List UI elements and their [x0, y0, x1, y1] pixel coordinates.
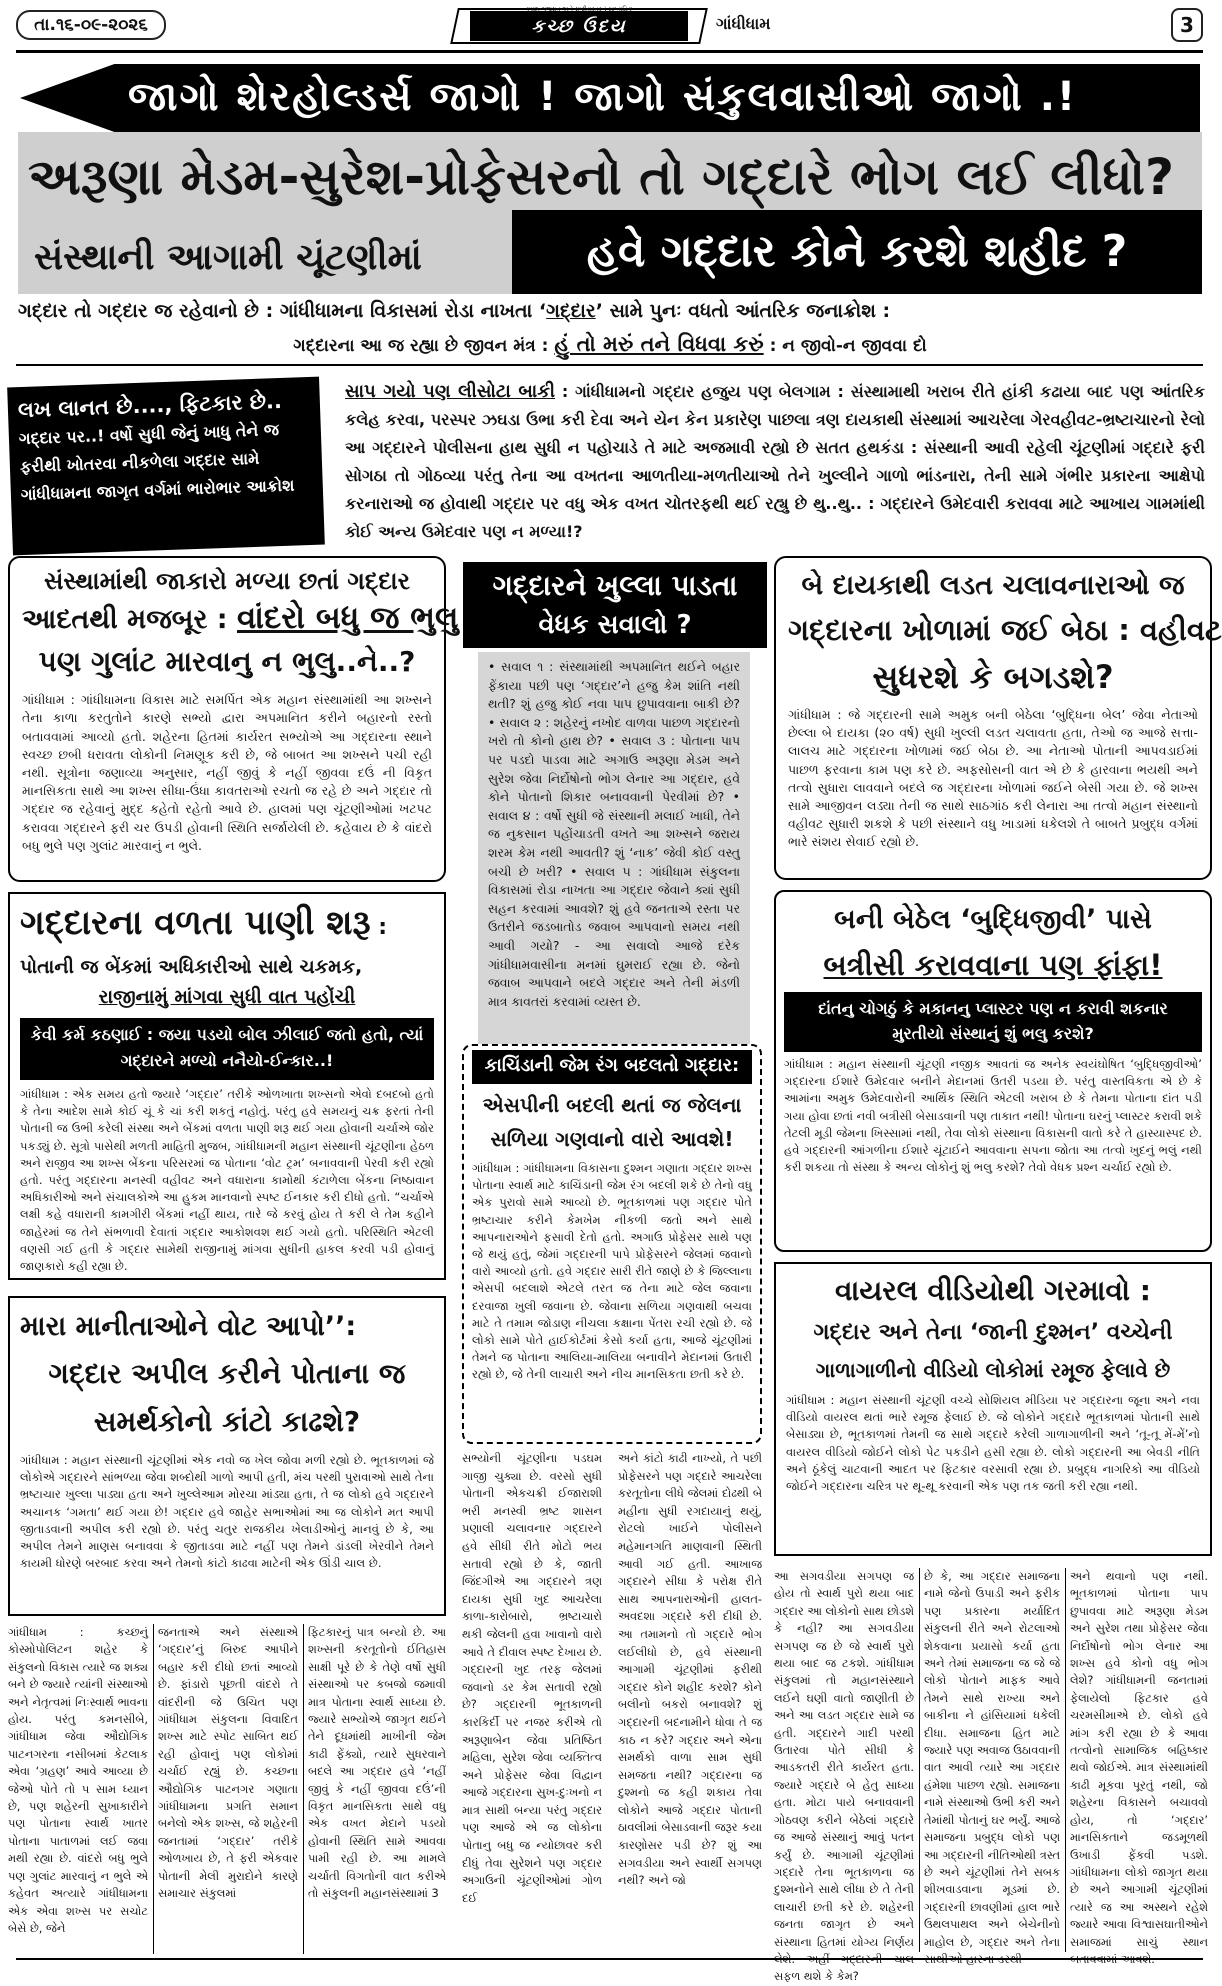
story-chameleon-title-c: સળિયા ગણવાનો વારો આવશે! [490, 1127, 734, 1151]
story-bank-title-c: રાજીનામું માંગવા સુધી વાત પહોંચી [98, 986, 356, 1008]
story-vote-title-c: સમર્થકોનો કાંટો કાઢશે? [93, 1405, 361, 1438]
column-divider [919, 1568, 920, 1952]
story-decades-body: ગાંધીધામ : જે ગદ્દારની સામે અમુક બની બેઠેલા ‘બુદ્ધિના બેલ’ જેવા નેતાઓ છેલ્લા બે દાયકા (૨૦ વર્ષ) સુધી ખુલ્લી લડત ચલાવતા હતા, તેઓ જ આજે સત્તા-લાલચ માટે ગદ્દારના ખોળામાં જઈ બેઠા છે. આ નેતાઓ પોતાની આપવડાઈમાં પાછળ ફરવાના કામ પણ કરે છે. અફસોસની વાત એ છે કે હારવાના ભયથી અને તત્વો સુધારા લાવવાને બદલે જ ગદ્દારના ખોળામાં જઈને બેસી ગયા છે. જે શખ્સ સામે આજીવન લડ્યા તેની જ સાથે સાઠગાંઠ કરી લેનારા આ તત્વો મહાન સંસ્થાનો વહીવટ સુધારી શકશે કે પછી સંસ્થાને વધુ ખાડામાં ધકેલશે તે બાબતે પ્રબુદ્ધ વર્ગમાં ભારે સંશય સેવાઈ રહ્યો છે. [788, 707, 1198, 850]
story-intellectual-body: ગાંધીધામ : મહાન સંસ્થાની ચૂંટણી નજીક આવતાં જ અનેક સ્વયંઘોષિત ‘બુદ્ધિજીવીઓ’ ગદ્દારના ઈશારે ઉમેદવાર બનીને મેદાનમાં ઉતરી પડયા છે. પરંતુ વાસ્તવિકતા એ છે કે આમાંના અમુક ઉમેદવારોની આર્થિક સ્થિતિ એટલી ખરાબ છે કે તેમના પોતાના દાંત પડી ગયા હોવા છતાં નવી બત્રીસી બેસાડવાની પણ તાકાત નથી! પોતાના ઘરનું પ્લાસ્ટર કરાવી શકે તેટલી મૂડી જેમના ખિસ્સામાં નથી, તેવા લોકો સંસ્થાના વિકાસની વાતો કરે તે હાસ્યાસ્પદ છે. હવે ગદ્દારની આંગળીના ઈશારે ચૂંટાઈને આવવાના સપના જોતા આ તત્વો ખુદનું ભલું નથી કરી શકયા તો સંસ્થા કે અન્ય લોકોનું શું ભલુ કરશે? તેવો વેધક પ્રશ્ન ચર્ચાઈ રહ્યો છે. [784, 1057, 1202, 1175]
story-bank-title-a: ગદ્દારના વળતા પાણી શરૂ [20, 903, 371, 943]
questions-box [478, 652, 750, 1070]
column-8: અને થવાનો પણ નથી. ભૂતકાળમાં પોતાના પાપ છુપાવવા માટે અરૂણા મેડમ અને સુરેશ તથા પ્રોફેસર જેવા નિર્દોષોનો ભોગ લેનાર આ શખ્સ હવે કોનો વધુ ભોગ લેશે? ગાંધીધામની જનતામાં ફેલાયેલો ફિટકાર હવે ચરમસીમાએ છે. લોકો હવે માંગ કરી રહ્યા છે કે આવા તત્વોનો સામાજિક બહિષ્કાર થવો જોઈએ. માત્ર સંસ્થામાંથી કાઢી મૂકવા પૂરતું નથી, જો શહેરના વિકાસને બચાવવો હોય, તો ‘ગદ્દાર’ માનસિકતાને જડમૂળથી ઉખાડી ફેંકવી પડશે. ગાંધીધામના લોકો જાગૃત થયા છે અને આગામી ચૂંટણીમાં ત્યારે જ આ અસ્થને રહેશે જ્યારે આવા વિશ્વાસઘાતીઓને સમાજમાં સાચું સ્થાન [1070, 1569, 1208, 1949]
footer-rule [16, 1958, 1203, 1960]
issue-date: તા.૧૬-૦૯-૨૦૨૬ [16, 10, 166, 40]
story-intellectual [774, 890, 1212, 1252]
lead-kicker: સાપ ગયો પણ લીસોટા બાકી [345, 381, 556, 402]
story-decades-title-b: ગદ્દારના ખોળામાં જઈ બેઠા : વહીવટ [788, 613, 1222, 647]
story-monkey-title-c: વાંદરો બધુ જ ભુલુ [237, 600, 459, 637]
story-bank [8, 892, 446, 1280]
story-video-title-b: ગદ્દાર અને તેના ‘જાની દુશ્મન’ વચ્ચેની [813, 1320, 1173, 1345]
deck2-b: હું તો મરું તને વિધવા કરું [554, 332, 764, 356]
deck2-a: ગદ્દારના આ જ રહ્યા છે જીવન મંત્ર : [293, 336, 555, 356]
hero-banner [20, 64, 1200, 132]
sub-headline-right: હવે ગદ્દાર કોને કરશે શહીદ ? [512, 210, 1202, 294]
column-4-continued [462, 1616, 602, 1952]
edition-city: ગાંધીધામ [716, 14, 771, 33]
story-chameleon-title-a: કાચિંડાની જેમ રંગ બદલતો ગદ્દાર: [472, 1050, 752, 1084]
questions-title-b: વેધક સવાલો ? [538, 610, 692, 640]
questions-body: • સવાલ ૧ : સંસ્થામાંથી અપમાનિત થઈને બહાર ફેંકાયા પછી પણ ‘ગદ્દાર’ને હજુ કેમ શાંતિ નથી થતી? શું હજુ કોઈ નવા પાપ છુપાવવાના બાકી છે? • સવાલ ૨ : શહેરનું નખોદ વાળવા પાછળ ગદ્દારનો ખરો તો કોનો હાથ છે? • સવાલ ૩ : પોતાના પાપ પર પડદો પાડવા માટે અગાઉ અરૂણા મેડમ અને સુરેશ જેવા નિર્દોષોનો ભોગ લેનાર આ ગદ્દાર, હવે કોને પોતાનો શિકાર બનાવવાની પેરવીમાં છે? • સવાલ ૪ : વર્ષો સુધી જે સંસ્થાની મલાઈ ખાધી, તેને જ નુકસાન પહોંચાડતી વખતે આ શખ્સને જરાય શરમ કેમ નથી આવતી? શું ‘નાક’ જેવી કોઈ વસ્તુ બચી છે ખરી? • સવાલ ૫ : ગાંધીધામ સંકુલના વિકાસમાં રોડા નાખતા આ ગદ્દાર જેવાને ક્યાં સુધી સહન કરવામાં આવશે? શું હવે જનતાએ રસ્તા પર ઉતરીને જડબાતોડ જવાબ આપવાનો સમય નથી આવી ગયો? - આ સવાલો આજે દરેક ગાંધીધામવાસીના મનમાં ઘુમરાઈ રહ્યા છે. જેનો જવાબ આપવાને બદલે ગદ્દાર અને તેની મંડળી માત્ર કાવતરાં કરવામાં વ્યસ્ત છે. [488, 659, 740, 1009]
column-4: સભ્યોની ચૂંટણીના પડઘમ ગાજી ચુક્યા છે. વરસો સુધી પોતાની એકચક્રી ઈજારાશી ભરી મનસ્વી ભ્રષ્ટ શાસન પ્રણાલી ચલાવનાર ગદ્દારને હવે સીધી રીતે મોટો ભય સતાવી રહ્યો છે કે, જાતી જિંદગીએ આ ગદ્દારને ત્રણ દાયકા સુધી ખુદ આચરેલા કાળા-કારોબારો, ભ્રષ્ટાચારો થકી જેલની હવા ખાવાનો વારો આવે તે દીવાલ સ્પષ્ટ દેખાય છે. ગદ્દારની ખુદ તરફ જેલમાં જવાનો ડર કેમ સતાવી રહ્યો છે? ગદ્દારની ભૂતકાળની કારકિર્દી પર નજર કરીએ તો અરૂણાબેન જેવા પ્રતિષ્ઠિત મહિલા, સુરેશ જેવા વ્યક્તિત્વ અને પ્રોફેસર જેવા વિદ્વાન આજે ગદ્દારના સુખ-દુઃખનો ન માત્ર સાથી બન્યા પરંતુ ગદ્દાર પણ આજે એ જ લોકોના પોતાનુ બધુ જ ન્યોછાવર કરી દીધું તેવા સુરેશને પણ ગદ્દાર અગાઉની ચૂંટણીઓમાં ગોળ દઈ [462, 1451, 602, 1905]
column-6: આ સગવડીયા સગપણ જ હોય તો સ્વાર્થ પુરો થયા બાદ ગદ્દાર આ લોકોનો સાથ છોડશે કે નહી? આ સગવડીયા સગપણ જ છે જે સ્વાર્થ પુરો થયા બાદ જ ટકશે. ગાંધીધામ સંકુલમાં તો મહાનસંસ્થાને લઈને ઘણી વાતો જાણીતી છે અને આ લડત ગદ્દાર સામે જ હતી. ગદ્દારને ગાદી પરથી ઉતારવા પોતે સીધી કે આડકતરી રીતે કાર્યરત હતા. જ્યારે ગદ્દારે બે હેતુ સાધ્યા હતા. મોટા પાયે બનાવવાની ગોઠવણ કરીને બેઠેલાં ગદ્દારે જ આજે સંસ્થાનું આવું પતન કર્યું છે. આગામી ચૂંટણીમાં ગદ્દારે તેના ભૂતકાળના જ દુશ્મનોને સાથે લીધા છે તે તેની લાચારી છતી કરે છે. શહેરની જનતા જાગૃત છે અને સંસ્થાના હિતમાં યોગ્ય નિર્ણય સફળ થશે કે કેમ? [774, 1569, 914, 1984]
story-monkey-title-a: સંસ્થામાંથી જાકારો મળ્યા છતાં ગદ્દાર [43, 567, 411, 595]
story-decades-title-c: સુધરશે કે બગડશે? [872, 658, 1114, 696]
page-header [16, 6, 1203, 44]
curse-box-title: લખ લાનત છે...., ફિટકાર છે.. [17, 388, 283, 423]
column-divider [303, 1624, 304, 1954]
story-bank-title-a2: : [370, 915, 388, 940]
story-monkey [8, 556, 459, 882]
questions-title-a: ગદ્દારને ખુલ્લા પાડતા [492, 569, 738, 602]
page-number: 3 [1171, 8, 1203, 42]
story-bank-title-b: પોતાની જ બેંકમાં અધિકારીઓ સાથે ચકમક, [20, 956, 363, 978]
questions-header [463, 562, 767, 648]
hero-deck-line2 [18, 332, 1202, 360]
story-intellectual-bar: દાંતનુ ચોગઠું કે મકાનનુ પ્લાસ્ટર પણ ન કરાવી શકનાર મુરતીયો સંસ્થાનું શું ભલુ કરશે? [784, 992, 1202, 1052]
masthead-tagline: કચ્છ, ગુજરાત અને રાષ્ટ્રીયસ્તરનું સાપ્તાહિક [525, 6, 633, 13]
column-divider [1065, 1568, 1066, 1952]
story-intellectual-title-a: બની બેઠેલ ‘બુદ્ધિજીવી’ પાસે [834, 904, 1152, 935]
story-decades-title-a: બે દાયકાથી લડત ચલાવનારાઓ જ [801, 570, 1185, 601]
column-3: ફિટકારનું પાત્ર બન્યો છે. આ શખ્સની કરતૂતોનો ઈતિહાસ સાક્ષી પૂરે છે કે તેણે વર્ષો સુધી સંસ્થાઓ પર કબજો જમાવી માત્ર પોતાના સ્વાર્થ સાધ્યા છે. જ્યારે સભ્યોએ જાગૃત થઈને તેને દૂધમાંથી માખીની જેમ કાઢી ફેંક્યો, ત્યારે સુધરવાને બદલે આ ગદ્દાર હવે ‘નહીં જીવું કે નહીં જીવવા દઉં’ની વિકૃત માનસિકતા સાથે વધુ એક વખત મેદાને પડયો હોવાની સ્થિતિ સામે આવવા પામી રહી છે. આ મામલે ચર્ચાતી વિગતોની વાત કરીએ તો સંકુલની મહાનસંસ્થામાં 3 [308, 1625, 446, 1901]
hero-banner-text: જાગો શેરહોલ્ડર્સ જાગો ! જાગો સંકુલવાસીઓ જાગો .! [128, 74, 1078, 120]
deck1-a: ગદ્દાર તો ગદ્દાર જ રહેવાનો છે : ગાંધીધામના વિકાસમાં રોડા નાખતા ‘ [18, 300, 547, 322]
curse-box-body: ગદ્દાર પર..! વર્ષો સુધી જેનું ખાધુ તેને જ ફરીથી ખોતરવા નીકળેલા ગદ્દાર સામે ગાંધીધામના જાગૃત વર્ગમાં ભારોભાર આક્રોશ [18, 420, 295, 505]
story-vote-title-b: ગદ્દાર અપીલ કરીને પોતાના જ [48, 1357, 406, 1390]
header-rule [16, 50, 1203, 53]
bottom-col-lower [462, 1616, 762, 1956]
story-viral-video [774, 1262, 1212, 1556]
column-2: જનતાએ અને સંસ્થાએ ‘ગદ્દાર’નું બિરુદ આપીને બહાર કરી દીધો છતાં આવ્યો છે. ફાંડારો પૂછતી વાંદરો તે વાંદરીની જે ઉચિત પણ ગાંધીધામ સંકુલના વિવાદિત શખ્સ માટે સ્પોટ સાબિત થઈ રહી હોવાનું પણ લોકોમાં ચર્ચાઈ રહ્યું છે. કચ્છના ઔદ્યોગિક પાટનગર ગણાતા ગાંધીધામના પ્રગતિ સમાન બનેલો એક શખ્સ, જે શહેરની જનતામાં ‘ગદ્દાર’ તરીકે ઓળખાય છે, તે ફરી એકવાર પોતાની મેલી મુરાદોને કારણે સમાચાર સંકુલમાં [158, 1625, 298, 1901]
sub-headline-left: સંસ્થાની આગામી ચૂંટણીમાં [18, 222, 512, 294]
main-headline: અરૂણા મેડમ-સુરેશ-પ્રોફેસરનો તો ગદ્દારે ભોગ લઈ લીધો? [18, 132, 1202, 222]
story-bank-bar: કેવી કર્મ કઠણાઈ : જયા પડયો બોલ ઝીલાઈ જતો હતો, ત્યાં ગદ્દારને મળ્યો નનૈયો-ઈન્કાર..! [20, 1018, 434, 1080]
bottom-col-top-row [462, 1450, 762, 1905]
story-bank-title-a-row [20, 900, 434, 952]
deck2-c: : ન જીવો-ન જીવવા દો [763, 336, 927, 356]
story-bank-body: ગાંધીધામ : એક સમય હતો જ્યારે ‘ગદ્દાર’ તરીકે ઓળખાતા શખ્સનો એવો દબદબો હતો કે તેના આદેશ સામે કોઈ ચૂં કે ચાં કરી શકતું નહોતું. પરંતુ હવે સમયનું ચક્ર ફરતાં તેની પોતાની જ ઉભી કરેલી સંસ્થા અને બેંકમાં વળતા પાણી શરૂ થઈ ગયા હોવાની ચર્ચાએ જોર પકડ્યું છે. સૂત્રો પાસેથી મળતી માહિતી મુજબ, ગાંધીધામની મહાન સંસ્થાની ચૂંટણીના હેઠળ અને રાજીવ આ શખ્સ બેંકના પરિસરમાં જ પોતાના ‘વોટ ટ્રમ’ બનાવવાની પેરવી કરી રહ્યો હતો. પરંતુ ગદ્દારના મનસ્વી વહીવટ અને વધારાના કામોથી કંટાળેલા બેંકના નિષ્ઠાવાન અધિકારીઓ અને સંચાલકોએ આ હુકમ માનવાનો સ્પષ્ટ ઈનકાર કરી દીધો હતો. “ચર્ચાએ લક્ષી કહે વધારાની કામગીરી બેંકમાં નહીં થાય, તારે જે કરવું હોય તે કરી લે તેમ કહીને જાહેરમાં જ તેને સંભળાવી દેવાતાં ગદ્દાર આકોશવશ થઈ ગયો હતો. પરિસ્થિતિ એટલી વણસી ગઈ હતી કે ગદ્દાર સામેથી રાજીનામું માંગવા સુધીની હાકલ કરવી પડી હોવાનું જાણકારો કહી રહ્યા છે. [20, 1087, 434, 1274]
story-two-decades [774, 556, 1222, 880]
lead-paragraph [345, 378, 1205, 550]
story-chameleon-title-b: એસપીની બદલી થતાં જ જેલના [482, 1093, 742, 1117]
story-video-title-c: ગાળાગાળીનો વીડિયો લોકોમાં રમૂજ ફેલાવે છે [815, 1358, 1171, 1382]
story-vote-body: ગાંધીધામ : મહાન સંસ્થાની ચૂંટણીમાં એક નવો જ ખેલ જોવા મળી રહ્યો છે. ભૂતકાળમાં જે લોકોએ ગદ્દારને સાંભળ્યા જેવા શબ્દોથી ગાળો આપી હતી, મંચ પરથી પુરાવાઓ સાથે તેના ભ્રષ્ટાચાર ખુલ્લા પાડ્યા હતા અને ખુલ્લેઆમ મોરચા માંડ્યા હતા, તે જ લોકો હવે ગદ્દારને અચાનક ‘ગમતા’ થઈ ગયા છે! ગદ્દાર હવે જાહેર સભાઓમાં આ જ લોકોને મત આપી જીતાડવાની અપીલ કરી રહ્યો છે. પરંતુ ચતુર રાજકીય ખેલાડીઓનું માનવું છે કે, આ અપીલ તેમને માણસ બનાવવા કે જીતાડવા માટે નહીં પણ તેમને ડાંડલી ખેરવીને તેમને કાયમી ધોરણે બરબાદ કરવા અને તેમનો કાંટો કાઢવા માટેની એક ઊંડી ચાલ છે. [20, 1453, 434, 1571]
column-7: છે કે, આ ગદ્દાર સમાજના નામે જેનો ઉપાડી અને ફરીક પણ પ્રકારના મર્યાદિત સંકુલની રીતે અને રોટલાઓ શેકવાના પ્રયાસો કર્યા હતા અને તેમાં સમાજના જ જે જે લોકો પોતાને માફક આવે તેમને સાથે રાખ્યા અને બાકીના ને હાંસિયામાં ધકેલી દીધા. સમાજના હિત માટે જ્યારે પણ અવાજ ઉઠાવવાની વાત આવી ત્યારે આ ગદ્દાર હંમેશા પાછળ રહ્યો. સમાજના નામે સંસ્થાઓ ઉભી કરી અને તેમાંથી પોતાનું ઘર ભર્યું. આજે સમાજના પ્રબુદ્ધ લોકો પણ આ ગદ્દારની નીતિઓથી ત્રસ્ત છે અને ચૂંટણીમાં તેને સબક શીખવાડવાના મૂડમાં છે. ગદ્દારની છાવણીમાં હાલ ભારે ઉથલપાથલ અને બેચેનીનો માહોલ છે, ગદ્દાર અને તેના [924, 1569, 1060, 1949]
deck1-b: ગદ્દાર [546, 300, 596, 322]
story-chameleon [462, 1044, 762, 1444]
hero-deck-line1 [18, 300, 1202, 330]
column-divider [153, 1624, 154, 1954]
column-5: અને કાંટો કાઢી નાખ્યો, તે પછી પ્રોફેસરને પણ ગદ્દારે આચરેલા કરતૂતોના લીધે જેલમાં દોઢથી બે મહીના સુધી રગદાયાનું થયું, રોટલો ખાઈને પોલીસને મહેમાનગતિ માણવાની સ્થિતી આવી ગઈ હતી. આખાજ ગદ્દારને સીધા કે પરોક્ષ રીતે સાથ આપનારાઓની હાલત-અવદશા ગદ્દારે કરી દીધી છે. આ તમામનો તો ગદ્દારે ભોગ લઈલીધો છે, હવે સંસ્થાની આગામી ચૂંટણીમાં ફરીથી ગદ્દાર કોને શહીદ કરશે? કોને બલીનો બકરો બનાવશે? શું ગદ્દારની બદનામીને ધોવા તે જ કાઠ ન કરે? ગદ્દાર અને એના સમર્થકો વાળા સામ સુધી સમજતા નથી? ગદ્દારના જ દુશ્મનો જ કહી શકાય તેવા લોકોને આજે ગદ્દાર પોતાની ઠાવલીમાં બેસાડવાની જરૂર કયા કારણોસર પડી છે? શું આ સગવડીયા અને સ્વાર્થી સગપણ નથી? અને જો [618, 1451, 762, 1888]
story-video-title-a: વાયરલ વીડિયોથી ગરમાવો : [835, 1274, 1151, 1307]
story-monkey-body: ગાંધીધામ : ગાંધીધામના વિકાસ માટે સમર્પિત એક મહાન સંસ્થામાંથી આ શખ્સને તેના કાળા કરતુતોને કારણે સભ્યો દ્વારા અપમાનિત કરીને બહારનો રસ્તો બતાવવામાં આવ્યો હતો. શહેરના હિતમાં કાર્યરત સભ્યોએ આ ગદ્દારના સ્થાને સ્વચ્છ છબી ધરાવતા લોકોની નિમણૂક કરી છે, જે બાબત આ શખ્સને પચી રહી નથી. સૂત્રોના જણાવ્યા અનુસાર, નહીં જીવું કે નહીં જીવવા દઉં ની વિકૃત માનસિકતા સાથે આ શખ્સ સીધા-ઉંધા કાવતરાઓ રચતો જ રહે છે અને ગદ્દાર તો ગદ્દાર જ રહેવાનું મુદ્દ કહેતો રહેતો આવે છે. હાલમાં પણ ચૂંટણીઓમાં ખટપટ કરાવવા ગદ્દારને ફરી ચર ઉપડી હોવાની સ્થિતિ સર્જાયેલી છે. કહેવાય છે કે વાંદરો બધુ ભુલે પણ ગુલાંટ મારવાનું ન ભુલે. [22, 692, 432, 853]
story-intellectual-title-b: બત્રીસી કરાવવાના પણ ફાંફા! [823, 948, 1163, 982]
curse-box [7, 377, 325, 556]
deck1-c: ’ સામે પુનઃ વધતો આંતરિક જનાક્રોશ : [595, 300, 891, 322]
story-monkey-title-b: આદતથી મજબૂર : [22, 604, 238, 636]
story-video-body: ગાંધીધામ : મહાન સંસ્થાની ચૂંટણી વચ્ચે સોશિયલ મીડિયા પર ગદ્દારના જૂના અને નવા વીડિયો વાયરલ થતાં ભારે રમૂજ ફેલાઈ છે. જે લોકોને ગદ્દારે ભૂતકાળમાં પોતાની સાથે બેસાડ્યા છે, ભૂતકાળમાં તેમની જ સાથે ગદ્દારે કરેલી ગાળાગાળીની અને ‘તૂ-તૂ મેં-મેં’નો વાયરલ વીડિયો જોઈને લોકો પેટ પકડીને હસી રહ્યા છે. લોકો ગદ્દારની આ બેવડી નીતિ અને ઠૂંકેલું ચાટવાની આદત પર ફિટકાર વરસાવી રહ્યા છે. પ્રબુદ્ધ નાગરિકો આ વીડિયો જોઈને ગદ્દારના ચરિત્ર પર થૂ-થૂ કરવાની એક પણ તક જતી કરી રહ્યા નથી. [786, 1393, 1200, 1494]
lead-text: : ગાંધીધામનો ગદ્દાર હજુય પણ બેલગામ : સંસ્થામાથી ખરાબ રીતે હાંકી કઢાયા બાદ પણ આંતરિક કલેહ કરવા, પરસ્પર ઝઘડા ઉભા કરી દેવા અને યેન કેન પ્રકારેણ પાછલા ત્રણ દાયકાથી સંસ્થામાં આચરેલા ગેરવહીવટ-ભ્રષ્ટાચારનો રેલો આ ગદ્દારને પોલીસના હાથ સુધી ન પહોચાડે તે માટે અજમાવી રહ્યો છે સતત હથકંડા : સંસ્થાની આવી રહેલી ચૂંટણીમાં ગદ્દારે ફરી સોગઠા તો ગોઠવ્યા પરંતુ તેના આ વખતના આળતીયા-મળતીયાઓ તેને ખુલ્લીને ગાળો ભાંડનારા, તેની સામે ગંભીર પ્રકારના આક્ષેપો કરનારાઓ જ હોવાથી ગદ્દાર પર વધુ એક વખત ચોતરફથી થઈ રહ્યુ છે થુ..થુ.. : ગદ્દારને ઉમેદવારી કરાવવા માટે આખાય ગામમાંથી કોઈ અન્ય ઉમેદવાર પણ ન મળ્યા!? [345, 382, 1205, 541]
story-vote-appeal [8, 1296, 446, 1616]
column-1: ગાંધીધામ : કચ્છનું કોસ્મોપોલિટન શહેર કે સંકુલનો વિકાસ ત્યારે જ શક્ય બને છે જ્યારે ત્યાંની સંસ્થાઓ અને નેતૃત્વમાં નિઃસ્વાર્થ ભાવના હોય. પરંતુ કમનસીબે, ગાંધીધામ જેવા ઔદ્યોગિક પાટનગરના નસીબમાં કેટલાક એવા ‘ગ્રહણ’ આવે આવ્યા છે જેઓ પોતે તો પ સામ ધ્યાન છે, પણ શહેરની સુખાકારીને પણ પોતાના સ્વાર્થ ખાતર પોતાના પાતાળમાં લઈ જવા મથી રહ્યા છે. વાંદરો બધુ ભુલે પણ ગુલાંટ મારવાનું ન ભુલે એ કહેવત અત્યારે ગાંધીધામના એક એવા શખ્સ પર સચોટ બેસે છે, જેને [8, 1625, 148, 1935]
story-monkey-title-bc [22, 597, 459, 641]
story-vote-title-a: મારા માનીતાઓને વોટ આપો’’: [20, 1311, 357, 1342]
hero-rule [16, 364, 1203, 366]
masthead-title: કચ્છ ઉદય [470, 11, 688, 41]
story-chameleon-body: ગાંધીધામ : ગાંધીધામના વિકાસના દુશ્મન ગણાતા ગદ્દાર શખ્સ પોતાના સ્વાર્થ માટે કાચિંડાની જેમ રંગ બદલી શકે છે તેનો વધુ એક પુરાવો સામે આવ્યો છે. ભૂતકાળમાં પણ ગદ્દાર પોતે ભ્રષ્ટાચાર કરીને કેમખેમ નીકળી જતો અને સાથે આપનારાઓને ફસાવી દેતો હતો. અગાઉ પ્રોફેસર સાથે પણ જે થયું હતું, જેમાં ગદ્દારની પાપે પ્રોફેસરને જેલમાં જવાનો વારો આવ્યો હતો. હવે ગદ્દાર સારી રીતે જાણે છે કે જિલ્લાના એસપી બદલાશે એટલે તરત જ તેના માટે જેલ જવાના દરવાજા ખુલી જવાના છે. જેવાના સળિયા ગણવાથી બચવા માટે તે તમામ જોડાણ નીચલા કક્ષાના પેંતરા રચી રહ્યો છે. જે લોકો સામે પોતે હાઈકોર્ટમાં કેસો કર્યા હતા, આજે ચૂંટણીમાં તેમને જ પોતાના આલિયા-માલિયા બનાવીને મેદાનમાં ઉતારી રહ્યો છે, જે તેની લાચારી અને નીચ માનસિકતા છતી કરે છે. [472, 1161, 752, 1382]
story-monkey-title-d: પણ ગુલાંટ મારવાનુ ન ભુલુ..ને..? [38, 645, 416, 679]
